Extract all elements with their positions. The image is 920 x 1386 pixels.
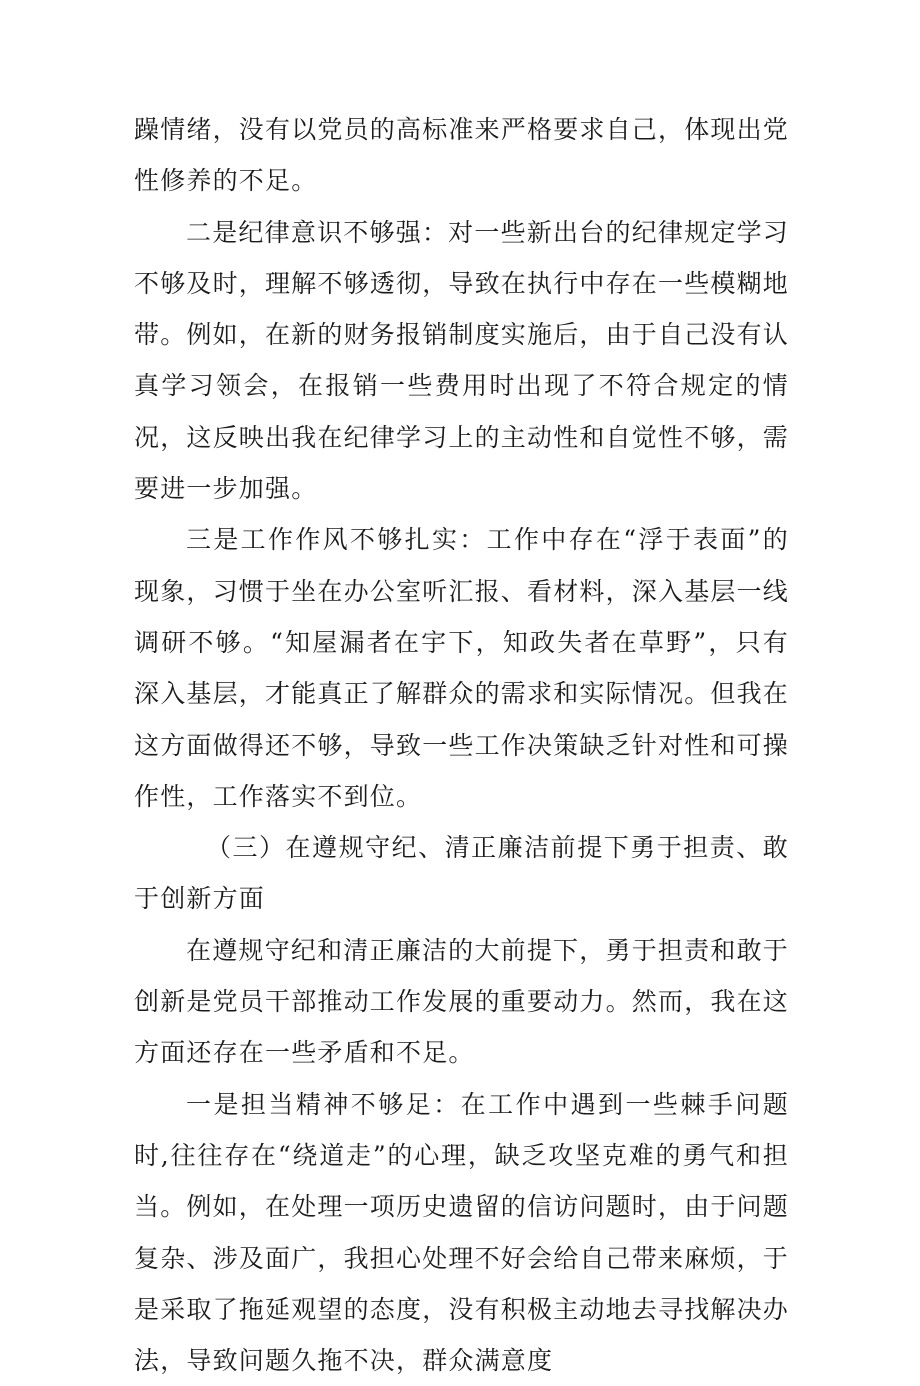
paragraph-responsibility: 一是担当精神不够足：在工作中遇到一些棘手问题时,往往存在“绕道走”的心理，缺乏攻坚克难的勇气和担当。例如，在处理一项历史遗留的信访问题时，由于问题复杂、涉及面广，我担心处理不好会给自己带来麻烦，于是采取了拖延观望的态度，没有积极主动地去寻找解决办法，导致问题久拖不决，群众满意度 [134,1089,790,1376]
section-heading-3: （三）在遵规守纪、清正廉洁前提下勇于担责、敢于创新方面 [134,833,789,914]
paragraph-section-intro: 在遵规守纪和清正廉洁的大前提下，勇于担责和敢于创新是党员干部推动工作发展的重要动力。然而，我在这方面还存在一些矛盾和不足。 [134,935,790,1068]
document-body [134,104,789,1386]
paragraph-discipline-awareness: 二是纪律意识不够强：对一些新出台的纪律规定学习不够及时，理解不够透彻，导致在执行中存在一些模糊地带。例如，在新的财务报销制度实施后，由于自己没有认真学习领会，在报销一些费用时出现了不符合规定的情况，这反映出我在纪律学习上的主动性和自觉性不够，需要进一步加强。 [134,217,790,504]
paragraph-continued: 躁情绪，没有以党员的高标准来严格要求自己，体现出党性修养的不足。 [134,115,790,196]
paragraph-work-style: 三是工作作风不够扎实：工作中存在“浮于表面”的现象，习惯于坐在办公室听汇报、看材料，深入基层一线调研不够。“知屋漏者在宇下，知政失者在草野”，只有深入基层，才能真正了解群众的需求和实际情况。但我在这方面做得还不够，导致一些工作决策缺乏针对性和可操作性，工作落实不到位。 [134,525,790,811]
